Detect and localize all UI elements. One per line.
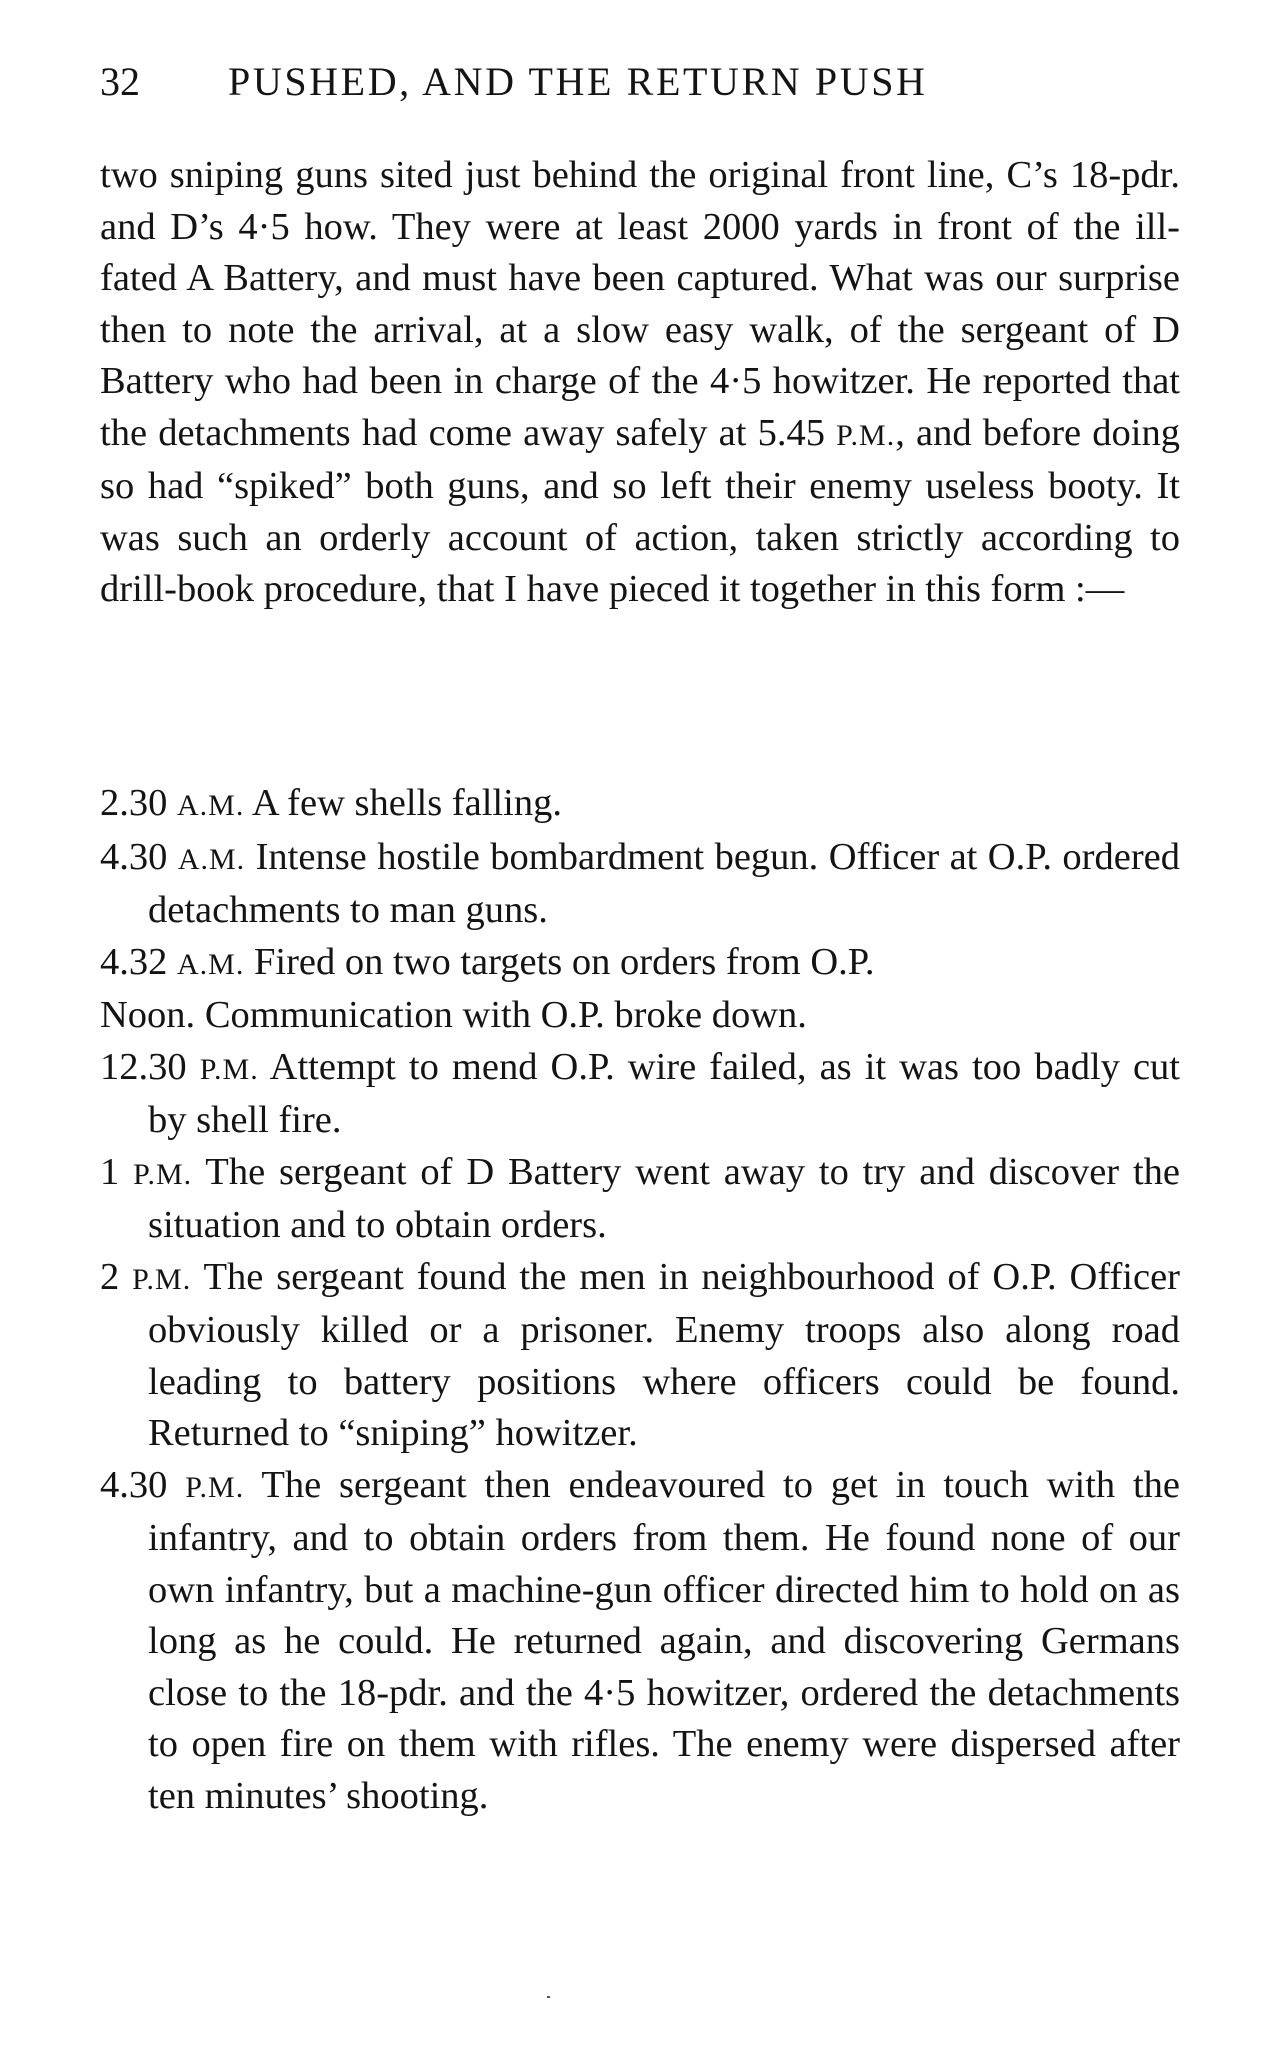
- time-period-abbrev: P.M.: [132, 1262, 192, 1296]
- time-period-abbrev: A.M.: [177, 789, 245, 822]
- log-entry: [100, 1147, 1180, 1252]
- time-period-abbrev: P.M.: [836, 418, 896, 452]
- log-entry: [100, 778, 1180, 832]
- log-time: 4.30 P.M.: [100, 1463, 245, 1506]
- time-period-abbrev: A.M.: [177, 947, 245, 981]
- log-time: Noon.: [100, 994, 196, 1036]
- log-entry: [100, 990, 1180, 1042]
- log-entry: [100, 1042, 1180, 1147]
- log-text: Intense hostile bombardment begun. Officer at O.P. ordered detachments to man guns.: [148, 835, 1180, 931]
- log-time: 4.30 A.M.: [100, 835, 246, 878]
- log-time: 12.30 P.M.: [100, 1045, 259, 1088]
- log-time: 4.32 A.M.: [100, 940, 245, 983]
- log-text: Communication with O.P. broke down.: [204, 994, 807, 1036]
- log-time: 2 P.M.: [100, 1255, 192, 1298]
- log-entry: [100, 832, 1180, 937]
- log-time: 2.30 A.M.: [100, 782, 245, 824]
- log-text: The sergeant found the men in neighbourhood of O.P. Officer obviously killed or a prisoner. Enemy troops also along road leading to battery positions where officers could be found. Returned to “sniping” howitzer.: [148, 1255, 1180, 1454]
- log-entry: [100, 937, 1180, 991]
- log-text: Fired on two targets on orders from O.P.: [253, 940, 875, 983]
- time-period-abbrev: A.M.: [177, 842, 246, 876]
- action-log: [100, 778, 1180, 1822]
- log-time: 1 P.M.: [100, 1150, 193, 1193]
- print-speck: [547, 1996, 550, 1998]
- running-head: [100, 52, 1180, 112]
- time-period-abbrev: P.M.: [133, 1157, 193, 1191]
- running-title: PUSHED, AND THE RETURN PUSH: [228, 59, 928, 104]
- log-text: The sergeant of D Battery went away to try and discover the situation and to obtain orders.: [148, 1150, 1181, 1246]
- log-entry: [100, 1252, 1180, 1460]
- body-paragraph: [100, 150, 1180, 616]
- time-period-abbrev: P.M.: [185, 1470, 245, 1504]
- page-number: 32: [100, 59, 140, 104]
- log-text: Attempt to mend O.P. wire failed, as it was too badly cut by shell fire.: [148, 1045, 1180, 1141]
- log-entry: [100, 1460, 1180, 1823]
- log-text: The sergeant then endeavoured to get in touch with the infantry, and to obtain orders from them. He found none of our own infantry, but a machine-gun officer directed him to hold on as long as he could. He returned again, and discovering Germans close to the 18-pdr. and the 4·5 howitzer, ordered the detachments to open fire on them with rifles. The enemy were dispersed after ten minutes’ shooting.: [148, 1463, 1180, 1817]
- log-text: A few shells falling.: [251, 782, 562, 824]
- paragraph-text: two sniping guns sited just behind the original front line, C’s 18-pdr. and D’s 4·5 how. They were at least 2000 yards in front of the ill-fated A Battery, and must have been captured. What was our surprise then to note the arrival, at a slow easy walk, of the sergeant of D Battery who had been in charge of the 4·5 howitzer. He reported that the detachments had come away safely at 5.45 P.M., and before doing so had “spiked” both guns, and so left their enemy useless booty. It was such an orderly account of action, taken strictly according to drill-book procedure, that I have pieced it together in this form :—: [100, 154, 1180, 610]
- time-period-abbrev: P.M.: [199, 1052, 259, 1086]
